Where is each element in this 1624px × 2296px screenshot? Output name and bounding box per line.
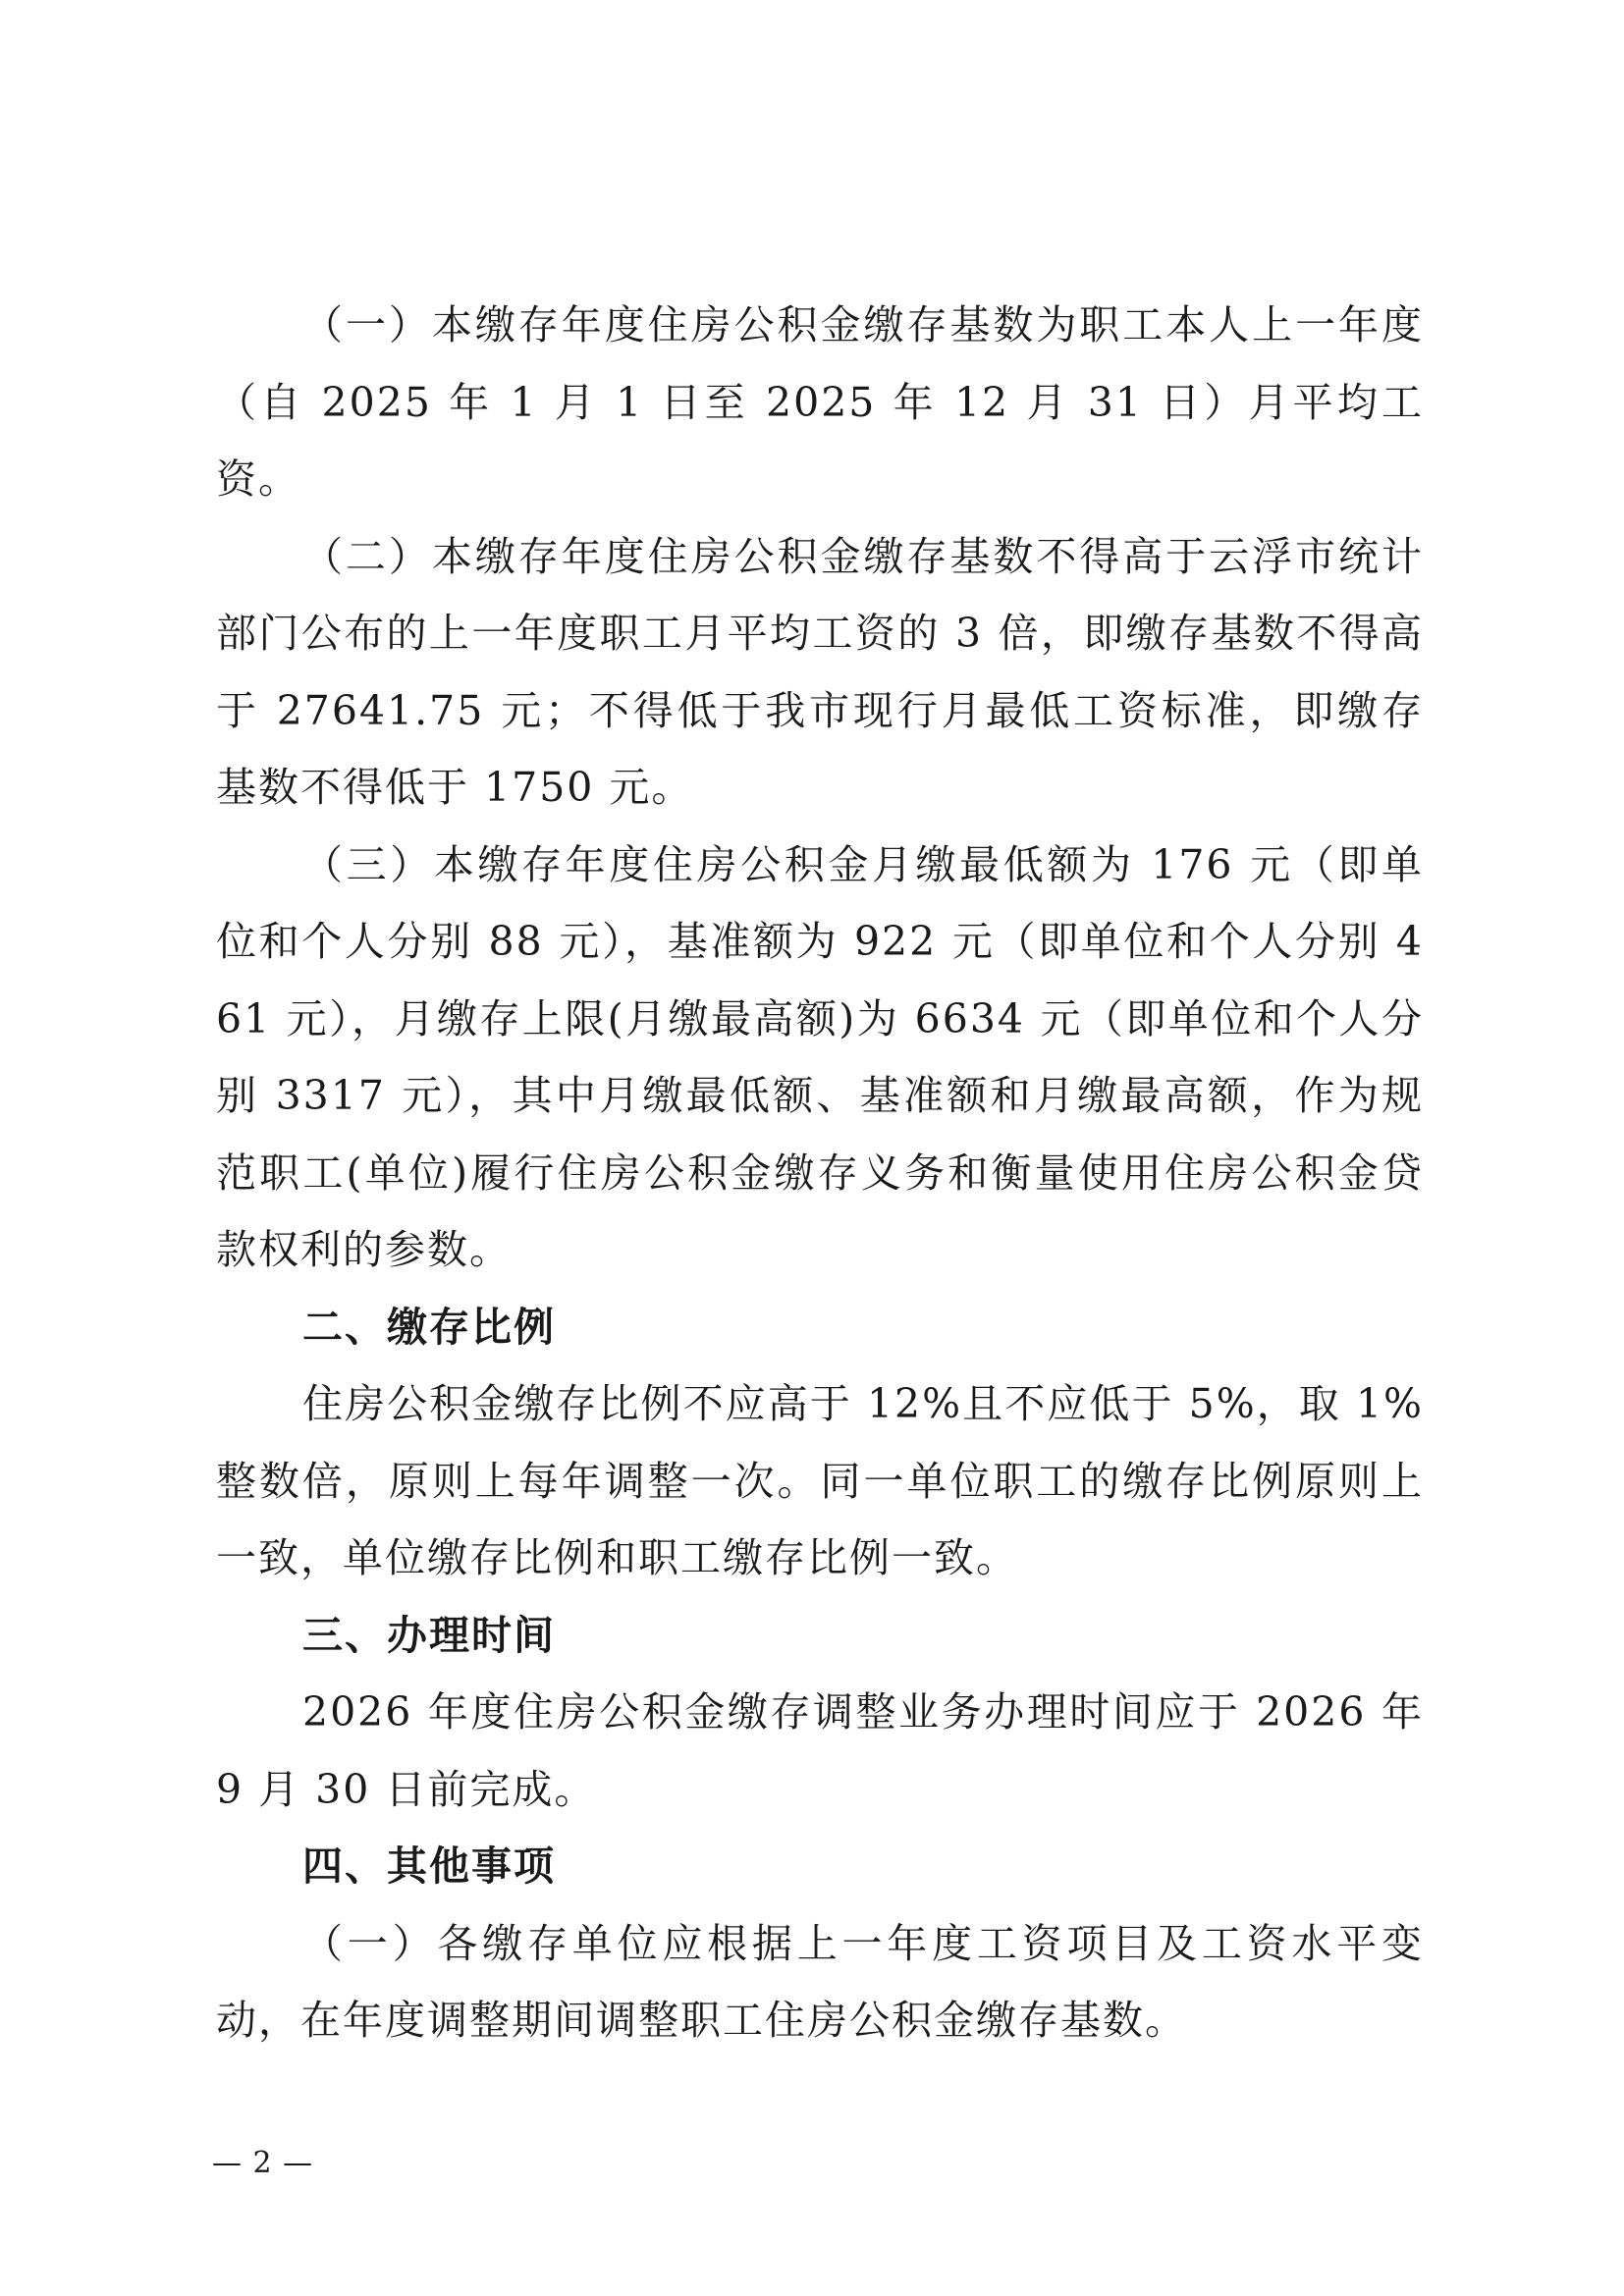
- section-heading-contribution-ratio: 二、缴存比例: [302, 1303, 556, 1351]
- paragraph-other-matters-1: （一）各缴存单位应根据上一年度工资项目及工资水平变动，在年度调整期间调整职工住房公积金缴存基数。: [216, 1919, 1424, 2044]
- paragraph-base-definition: （一）本缴存年度住房公积金缴存基数为职工本人上一年度（自 2025 年 1 月 1 日至 2025 年 12 月 31 日）月平均工资。: [216, 301, 1424, 503]
- page-number: — 2 —: [212, 2146, 314, 2180]
- document-body: [216, 287, 1424, 2059]
- paragraph-monthly-amounts: （三）本缴存年度住房公积金月缴最低额为 176 元（即单位和个人分别 88 元），基准额为 922 元（即单位和个人分别 461 元），月缴存上限(月缴最高额)为 6634 元（即单位和个人分别 3317 元），其中月缴最低额、基准额和月缴最高额，作为规范职工(单位)履行住房公积金缴存义务和衡量使用住房公积金贷款权利的参数。: [216, 840, 1424, 1273]
- paragraph-processing-time: 2026 年度住房公积金缴存调整业务办理时间应于 2026 年9 月 30 日前完成。: [216, 1688, 1424, 1813]
- section-heading-processing-time: 三、办理时间: [302, 1611, 556, 1659]
- paragraph-contribution-ratio: 住房公积金缴存比例不应高于 12%且不应低于 5%，取 1%整数倍，原则上每年调整一次。同一单位职工的缴存比例原则上一致，单位缴存比例和职工缴存比例一致。: [216, 1380, 1424, 1581]
- paragraph-base-limits: （二）本缴存年度住房公积金缴存基数不得高于云浮市统计部门公布的上一年度职工月平均工资的 3 倍，即缴存基数不得高于 27641.75 元；不得低于我市现行月最低工资标准，即缴存基数不得低于 1750 元。: [216, 532, 1424, 811]
- section-heading-other-matters: 四、其他事项: [302, 1842, 556, 1890]
